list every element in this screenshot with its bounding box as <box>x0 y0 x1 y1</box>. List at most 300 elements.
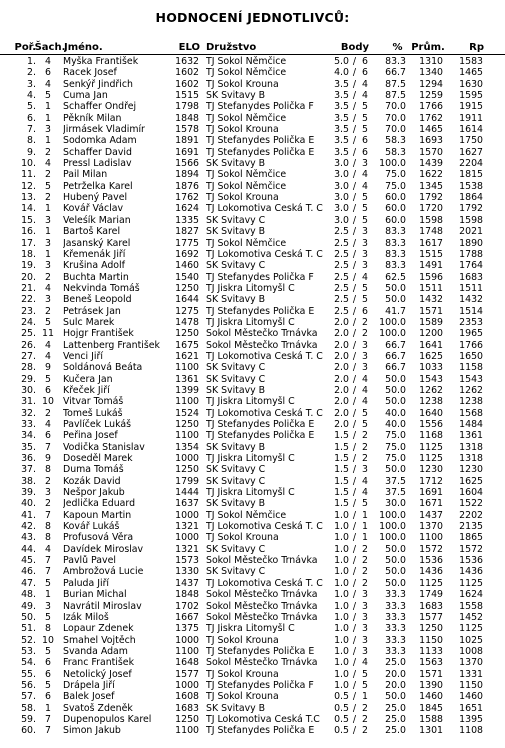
cell-rating-performance: 1815 <box>459 169 483 181</box>
table-row <box>0 521 505 532</box>
cell-board: 2 <box>45 192 51 204</box>
cell-separator: / <box>352 328 357 340</box>
cell-separator: / <box>352 419 357 430</box>
cell-percent: 25.0 <box>385 725 406 737</box>
cell-team: ŠK Svitavy C <box>206 214 266 226</box>
cell-games: 6 <box>362 135 368 147</box>
cell-team: Sokol Městečko Trnávka <box>206 589 318 601</box>
cell-separator: / <box>352 237 357 249</box>
cell-elo: 1250 <box>175 328 199 340</box>
cell-rating-performance: 1965 <box>459 328 483 340</box>
cell-percent: 25.0 <box>385 713 406 725</box>
table-row <box>0 646 505 657</box>
cell-elo: 1637 <box>175 498 199 510</box>
cell-games: 2 <box>362 577 368 589</box>
cell-rank: 15. <box>21 214 36 226</box>
cell-points: 1.0 <box>334 679 349 691</box>
cell-rank: 47. <box>21 577 36 589</box>
cell-rating-performance: 1543 <box>459 373 483 385</box>
cell-elo: 1573 <box>175 555 199 567</box>
cell-name: Křeček Jiří <box>63 384 110 396</box>
cell-elo: 1621 <box>175 350 199 362</box>
table-row <box>0 566 505 577</box>
cell-separator: / <box>352 634 357 646</box>
cell-percent: 100.0 <box>379 316 406 328</box>
cell-percent: 30.0 <box>385 498 406 510</box>
cell-team: TJ Sokol Krouna <box>206 668 279 680</box>
cell-percent: 50.0 <box>385 543 406 555</box>
cell-rating-performance: 1511 <box>459 282 483 294</box>
cell-points: 2.5 <box>334 248 349 260</box>
table-row <box>0 124 505 135</box>
cell-elo: 1540 <box>175 271 199 283</box>
cell-average: 1617 <box>419 237 443 249</box>
cell-separator: / <box>352 657 357 669</box>
cell-name: Simon Jakub <box>63 725 121 737</box>
cell-rating-performance: 1614 <box>459 124 483 136</box>
header-points: Body <box>340 42 370 53</box>
cell-games: 2 <box>362 441 368 453</box>
cell-elo: 1602 <box>175 78 199 90</box>
cell-percent: 83.3 <box>385 237 406 249</box>
cell-rating-performance: 1595 <box>459 90 483 102</box>
cell-games: 3 <box>362 611 368 623</box>
cell-rank: 50. <box>21 611 36 623</box>
cell-percent: 66.7 <box>385 350 406 362</box>
table-row <box>0 691 505 702</box>
cell-elo: 1876 <box>175 180 199 192</box>
cell-points: 1.0 <box>334 611 349 623</box>
table-row <box>0 532 505 543</box>
cell-games: 5 <box>362 124 368 136</box>
table-row <box>0 294 505 305</box>
table-row <box>0 612 505 623</box>
cell-percent: 66.7 <box>385 67 406 79</box>
cell-points: 1.0 <box>334 645 349 657</box>
table-row <box>0 623 505 634</box>
cell-percent: 60.0 <box>385 203 406 215</box>
cell-team: TJ Sokol Krouna <box>206 532 279 544</box>
cell-rating-performance: 1108 <box>459 725 483 737</box>
cell-team: TJ Sokol Krouna <box>206 78 279 90</box>
cell-rating-performance: 1025 <box>459 634 483 646</box>
cell-average: 1762 <box>419 112 443 124</box>
table-row <box>0 555 505 566</box>
cell-games: 3 <box>362 226 368 238</box>
cell-average: 1150 <box>419 634 443 646</box>
cell-team: TJ Štefanydes Polička E <box>206 725 315 737</box>
table-row <box>0 498 505 509</box>
cell-rank: 2. <box>27 67 36 79</box>
cell-board: 7 <box>45 713 51 725</box>
cell-percent: 20.0 <box>385 679 406 691</box>
cell-team: ŠK Svitavy B <box>206 294 266 306</box>
cell-board: 2 <box>45 498 51 510</box>
cell-name: Vitvar Tomáš <box>63 396 124 408</box>
cell-average: 1439 <box>419 158 443 170</box>
cell-rank: 10. <box>21 158 36 170</box>
cell-team: TJ Sokol Krouna <box>206 124 279 136</box>
cell-rating-performance: 2353 <box>459 316 483 328</box>
cell-average: 1683 <box>419 600 443 612</box>
cell-average: 1515 <box>419 248 443 260</box>
cell-points: 1.5 <box>334 453 349 465</box>
cell-average: 1200 <box>419 328 443 340</box>
cell-elo: 1799 <box>175 475 199 487</box>
cell-rank: 33. <box>21 419 36 430</box>
cell-name: Bartoš Karel <box>63 226 121 238</box>
cell-board: 3 <box>45 294 51 306</box>
cell-percent: 60.0 <box>385 192 406 204</box>
cell-name: Beneš Leopold <box>63 294 132 306</box>
cell-games: 5 <box>362 679 368 691</box>
cell-percent: 25.0 <box>385 702 406 714</box>
cell-average: 1294 <box>419 78 443 90</box>
cell-separator: / <box>352 521 357 533</box>
cell-team: TJ Sokol Němčice <box>206 237 287 249</box>
cell-percent: 37.5 <box>385 475 406 487</box>
cell-name: Kovář Lukáš <box>63 521 120 533</box>
cell-rating-performance: 1558 <box>459 600 483 612</box>
cell-board: 2 <box>45 475 51 487</box>
cell-team: TJ Jiskra Litomyšl C <box>206 623 295 635</box>
cell-elo: 1691 <box>175 146 199 158</box>
table-header <box>0 41 505 55</box>
cell-rank: 46. <box>21 566 36 578</box>
cell-rank: 58. <box>21 702 36 714</box>
cell-percent: 37.5 <box>385 487 406 499</box>
cell-rating-performance: 1915 <box>459 101 483 113</box>
cell-board: 4 <box>45 543 51 555</box>
cell-rank: 31. <box>21 396 36 408</box>
cell-elo: 1100 <box>175 725 199 737</box>
cell-games: 4 <box>362 180 368 192</box>
cell-games: 6 <box>362 146 368 158</box>
cell-percent: 75.0 <box>385 441 406 453</box>
cell-rating-performance: 1568 <box>459 407 483 419</box>
cell-average: 1556 <box>419 419 443 430</box>
cell-name: Krušina Adolf <box>63 260 125 272</box>
cell-separator: / <box>352 339 357 351</box>
cell-rank: 13. <box>21 192 36 204</box>
cell-games: 3 <box>362 339 368 351</box>
cell-team: TJ Lokomotiva Česká T. C <box>206 203 323 215</box>
cell-average: 1125 <box>419 577 443 589</box>
cell-points: 2.0 <box>334 407 349 419</box>
cell-average: 1460 <box>419 691 443 703</box>
cell-rank: 9. <box>27 146 36 158</box>
cell-name: Jirmásek Vladimír <box>63 124 145 136</box>
table-row <box>0 283 505 294</box>
cell-name: Petrásek Jan <box>63 305 121 317</box>
cell-elo: 1275 <box>175 305 199 317</box>
cell-separator: / <box>352 169 357 181</box>
cell-average: 1589 <box>419 316 443 328</box>
header-average: Prům. <box>411 42 445 53</box>
cell-team: TJ Sokol Němčice <box>206 112 287 124</box>
cell-separator: / <box>352 532 357 544</box>
cell-average: 1370 <box>419 521 443 533</box>
cell-separator: / <box>352 180 357 192</box>
cell-average: 1691 <box>419 487 443 499</box>
cell-games: 4 <box>362 487 368 499</box>
cell-team: ŠK Svitavy B <box>206 441 266 453</box>
cell-rank: 44. <box>21 543 36 555</box>
cell-percent: 33.3 <box>385 634 406 646</box>
cell-elo: 1399 <box>175 384 199 396</box>
cell-name: Švanda Adam <box>63 645 128 657</box>
cell-rating-performance: 1627 <box>459 146 483 158</box>
cell-points: 2.0 <box>334 350 349 362</box>
cell-elo: 1100 <box>175 645 199 657</box>
cell-average: 1596 <box>419 271 443 283</box>
cell-team: TJ Jiskra Litomyšl C <box>206 282 295 294</box>
cell-elo: 1798 <box>175 101 199 113</box>
cell-team: TJ Sokol Němčice <box>206 67 287 79</box>
cell-team: ŠK Svitavy C <box>206 373 266 385</box>
cell-team: ŠK Svitavy B <box>206 702 266 714</box>
cell-elo: 1762 <box>175 192 199 204</box>
cell-average: 1748 <box>419 226 443 238</box>
cell-games: 5 <box>362 498 368 510</box>
cell-name: Buchta Martin <box>63 271 129 283</box>
cell-games: 5 <box>362 668 368 680</box>
cell-separator: / <box>352 316 357 328</box>
cell-rating-performance: 1630 <box>459 78 483 90</box>
cell-elo: 1000 <box>175 532 199 544</box>
cell-average: 1033 <box>419 362 443 374</box>
cell-rating-performance: 1465 <box>459 67 483 79</box>
cell-percent: 50.0 <box>385 691 406 703</box>
cell-average: 1432 <box>419 294 443 306</box>
cell-points: 0.5 <box>334 713 349 725</box>
cell-elo: 1632 <box>175 56 199 67</box>
cell-games: 4 <box>362 384 368 396</box>
table-row <box>0 714 505 725</box>
cell-board: 9 <box>45 362 51 374</box>
cell-points: 3.0 <box>334 192 349 204</box>
cell-average: 1749 <box>419 589 443 601</box>
cell-games: 5 <box>362 407 368 419</box>
table-row <box>0 203 505 214</box>
cell-rank: 20. <box>21 271 36 283</box>
header-percent: % <box>392 42 403 53</box>
cell-separator: / <box>352 362 357 374</box>
cell-rank: 53. <box>21 645 36 657</box>
cell-percent: 20.0 <box>385 668 406 680</box>
cell-rating-performance: 1766 <box>459 339 483 351</box>
cell-separator: / <box>352 90 357 102</box>
table-row <box>0 101 505 112</box>
cell-separator: / <box>352 555 357 567</box>
cell-percent: 50.0 <box>385 373 406 385</box>
cell-games: 2 <box>362 713 368 725</box>
cell-elo: 1100 <box>175 362 199 374</box>
cell-board: 8 <box>45 521 51 533</box>
cell-board: 5 <box>45 645 51 657</box>
cell-board: 5 <box>45 180 51 192</box>
cell-average: 1570 <box>419 146 443 158</box>
cell-points: 1.0 <box>334 623 349 635</box>
cell-rank: 48. <box>21 589 36 601</box>
cell-average: 1622 <box>419 169 443 181</box>
cell-name: Křemenák Jiří <box>63 248 126 260</box>
cell-points: 1.5 <box>334 487 349 499</box>
cell-separator: / <box>352 645 357 657</box>
cell-separator: / <box>352 203 357 215</box>
cell-name: Pavlů Pavel <box>63 555 116 567</box>
cell-name: Svatoš Zdeněk <box>63 702 133 714</box>
cell-separator: / <box>352 577 357 589</box>
cell-separator: / <box>352 112 357 124</box>
table-row <box>0 464 505 475</box>
cell-name: Ambrožová Lucie <box>63 566 144 578</box>
cell-elo: 1321 <box>175 543 199 555</box>
cell-board: 5 <box>45 679 51 691</box>
cell-rating-performance: 1522 <box>459 498 483 510</box>
cell-rank: 11. <box>21 169 36 181</box>
cell-percent: 33.3 <box>385 589 406 601</box>
cell-name: Kučera Jan <box>63 373 113 385</box>
cell-board: 4 <box>45 78 51 90</box>
cell-rank: 42. <box>21 521 36 533</box>
cell-games: 2 <box>362 702 368 714</box>
cell-percent: 58.3 <box>385 146 406 158</box>
cell-rating-performance: 2204 <box>459 158 483 170</box>
cell-games: 4 <box>362 657 368 669</box>
cell-board: 1 <box>45 203 51 215</box>
cell-percent: 75.0 <box>385 180 406 192</box>
table-row <box>0 238 505 249</box>
cell-rating-performance: 1158 <box>459 362 483 374</box>
cell-games: 4 <box>362 373 368 385</box>
cell-games: 4 <box>362 396 368 408</box>
cell-points: 2.5 <box>334 282 349 294</box>
cell-rating-performance: 1361 <box>459 430 483 442</box>
cell-separator: / <box>352 691 357 703</box>
cell-rank: 28. <box>21 362 36 374</box>
cell-separator: / <box>352 679 357 691</box>
cell-average: 1571 <box>419 305 443 317</box>
cell-games: 4 <box>362 475 368 487</box>
cell-team: TJ Lokomotiva Česká T.C <box>206 713 320 725</box>
cell-points: 1.0 <box>334 634 349 646</box>
cell-average: 1437 <box>419 509 443 521</box>
cell-rank: 25. <box>21 328 36 340</box>
cell-name: Izák Miloš <box>63 611 109 623</box>
cell-average: 1641 <box>419 339 443 351</box>
cell-board: 3 <box>45 214 51 226</box>
cell-points: 1.0 <box>334 577 349 589</box>
cell-elo: 1000 <box>175 679 199 691</box>
cell-average: 1536 <box>419 555 443 567</box>
table-row <box>0 56 505 67</box>
cell-games: 3 <box>362 623 368 635</box>
cell-separator: / <box>352 214 357 226</box>
cell-percent: 41.7 <box>385 305 406 317</box>
cell-team: ŠK Svitavy C <box>206 543 266 555</box>
cell-points: 2.5 <box>334 305 349 317</box>
cell-rating-performance: 1538 <box>459 180 483 192</box>
cell-elo: 1250 <box>175 419 199 430</box>
cell-rating-performance: 1651 <box>459 702 483 714</box>
cell-percent: 40.0 <box>385 419 406 430</box>
cell-team: TJ Jiskra Litomyšl C <box>206 453 295 465</box>
cell-name: Tomeš Lukáš <box>63 407 123 419</box>
cell-average: 1250 <box>419 623 443 635</box>
cell-percent: 100.0 <box>379 509 406 521</box>
cell-average: 1588 <box>419 713 443 725</box>
cell-board: 5 <box>45 577 51 589</box>
table-row <box>0 419 505 430</box>
cell-board: 10 <box>42 634 54 646</box>
cell-name: Duma Tomáš <box>63 464 124 476</box>
cell-name: Soldánová Beáta <box>63 362 143 374</box>
cell-name: Kozák David <box>63 475 121 487</box>
cell-name: Veleśík Marian <box>63 214 131 226</box>
cell-percent: 100.0 <box>379 328 406 340</box>
cell-rank: 23. <box>21 305 36 317</box>
cell-name: Myška František <box>63 56 139 67</box>
cell-points: 3.5 <box>334 90 349 102</box>
cell-games: 1 <box>362 532 368 544</box>
cell-games: 4 <box>362 271 368 283</box>
cell-separator: / <box>352 282 357 294</box>
cell-board: 4 <box>45 339 51 351</box>
cell-board: 5 <box>45 611 51 623</box>
cell-elo: 1250 <box>175 713 199 725</box>
cell-games: 5 <box>362 419 368 430</box>
cell-rating-performance: 1750 <box>459 135 483 147</box>
cell-points: 1.0 <box>334 600 349 612</box>
cell-name: Kapoun Martin <box>63 509 132 521</box>
cell-average: 1792 <box>419 192 443 204</box>
table-row <box>0 260 505 271</box>
cell-team: TJ Štefanydes Polička F <box>206 271 314 283</box>
cell-name: Davídek Miroslav <box>63 543 144 555</box>
cell-percent: 50.0 <box>385 294 406 306</box>
cell-rating-performance: 1238 <box>459 396 483 408</box>
cell-rank: 52. <box>21 634 36 646</box>
cell-average: 1100 <box>419 532 443 544</box>
cell-rank: 49. <box>21 600 36 612</box>
cell-percent: 62.5 <box>385 271 406 283</box>
cell-points: 3.0 <box>334 158 349 170</box>
cell-elo: 1648 <box>175 657 199 669</box>
cell-games: 6 <box>362 67 368 79</box>
cell-separator: / <box>352 101 357 113</box>
cell-average: 1390 <box>419 679 443 691</box>
cell-name: Hubený Pavel <box>63 192 128 204</box>
cell-points: 1.0 <box>334 657 349 669</box>
cell-rank: 29. <box>21 373 36 385</box>
cell-team: ŠK Svitavy B <box>206 498 266 510</box>
cell-rating-performance: 1370 <box>459 657 483 669</box>
cell-rating-performance: 1008 <box>459 645 483 657</box>
cell-team: TJ Jiskra Litomyšl C <box>206 316 295 328</box>
cell-rank: 36. <box>21 453 36 465</box>
cell-points: 3.5 <box>334 135 349 147</box>
cell-rating-performance: 2202 <box>459 509 483 521</box>
cell-points: 3.5 <box>334 101 349 113</box>
cell-rank: 39. <box>21 487 36 499</box>
cell-points: 2.5 <box>334 226 349 238</box>
table-row <box>0 215 505 226</box>
cell-points: 3.0 <box>334 180 349 192</box>
cell-percent: 75.0 <box>385 453 406 465</box>
cell-rating-performance: 1911 <box>459 112 483 124</box>
cell-rank: 35. <box>21 441 36 453</box>
